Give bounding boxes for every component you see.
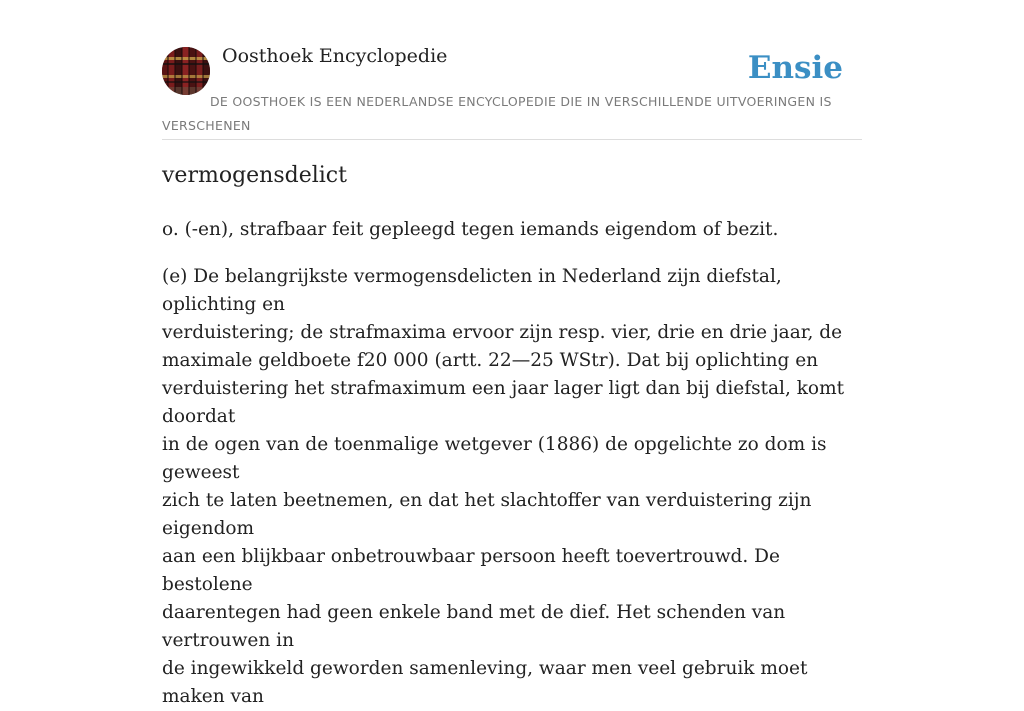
site-name-link[interactable]: Oosthoek Encyclopedie xyxy=(222,45,448,67)
site-tagline: DE OOSTHOEK IS EEN NEDERLANDSE ENCYCLOPEDIE DIE IN VERSCHILLENDE UITVOERINGEN IS VERSCHENEN xyxy=(162,94,832,133)
entry-definition: o. (-en), strafbaar feit gepleegd tegen iemands eigendom of bezit. xyxy=(162,219,779,240)
entry-title: vermogensdelict xyxy=(162,163,347,188)
header-divider xyxy=(162,139,862,140)
entry-body: (e) De belangrijkste vermogensdelicten in Nederland zijn diefstal, oplichting en verduistering; de strafmaxima ervoor zijn resp. vier, drie en drie jaar, de maximale geldboete f20 000 (artt. 22—25 WStr). Dat bij oplichting en verduistering het strafmaximum een jaar lager ligt dan bij diefstal, komt doordat in de ogen van de toenmalige wetgever (1886) de opgelichte zo dom is geweest zich te laten beetnemen, en dat het slachtoffer van verduistering zijn eigendom aan een blijkbaar onbetrouwbaar persoon heeft toevertrouwd. De bestolene daarentegen had geen enkele band met de dief. Het schenden van vertrouwen in de ingewikkeld geworden samenleving, waar men veel gebruik moet maken van xyxy=(162,266,845,707)
book-spines-icon[interactable] xyxy=(162,47,210,95)
brand-logo-link[interactable]: Ensie xyxy=(747,50,843,86)
